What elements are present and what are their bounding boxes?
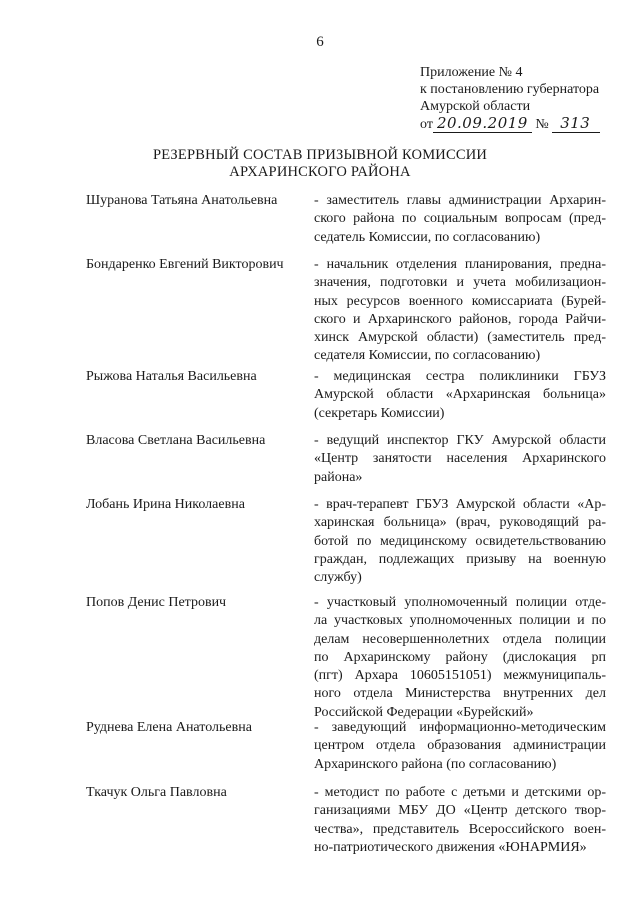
number-prefix: № <box>535 117 549 132</box>
member-role <box>314 192 606 247</box>
role-line: - методист по работе с детьми и детскими ор- <box>314 785 606 800</box>
role-line: ского района по социальным вопросам (пред- <box>314 211 606 227</box>
role-line: Российской Федерации «Бурейский» <box>314 704 534 720</box>
page-number: 6 <box>316 34 324 50</box>
role-line: чества», представитель Всероссийского воен- <box>314 821 606 837</box>
role-line: ботой по медицинскому освидетельствованию <box>314 533 606 549</box>
role-line: ла участковых уполномоченных полиции и по <box>314 613 606 629</box>
annex-date-number <box>420 115 630 133</box>
member-name: Ткачук Ольга Павловна <box>86 785 227 800</box>
member-name: Рыжова Наталья Васильевна <box>86 369 257 384</box>
member-role <box>314 256 606 366</box>
role-line: значения, подготовки и учета мобилизацион- <box>314 275 606 291</box>
member-role <box>314 719 606 774</box>
member-name: Руднева Елена Анатольевна <box>86 720 252 735</box>
role-line: - медицинская сестра поликлиники ГБУЗ <box>314 369 606 384</box>
role-line: Амурской области «Архаринская больница» <box>314 387 606 403</box>
document-title <box>0 147 640 181</box>
role-line: хинск Амурской области) (заместитель пред- <box>314 330 606 346</box>
role-line: делам несовершеннолетних отдела полиции <box>314 631 606 647</box>
annex-reference: к постановлению губернатора <box>420 82 600 97</box>
title-line-1: РЕЗЕРВНЫЙ СОСТАВ ПРИЗЫВНОЙ КОМИССИИ <box>152 147 488 163</box>
date-prefix: от <box>420 117 433 132</box>
member-role <box>314 432 606 487</box>
role-line: (секретарь Комиссии) <box>314 405 445 421</box>
role-line: Архаринского района (по согласованию) <box>314 756 557 772</box>
member-name: Шуранова Татьяна Анатольевна <box>86 193 278 208</box>
annex-region: Амурской области <box>420 99 531 114</box>
member-role <box>314 594 606 722</box>
handwritten-date: 20.09.2019 <box>433 114 532 133</box>
member-role <box>314 784 606 857</box>
role-line: центром отдела образования администрации <box>314 738 606 754</box>
role-line: по Архаринскому району (дислокация рп <box>314 649 606 665</box>
title-line-2: АРХАРИНСКОГО РАЙОНА <box>229 164 411 180</box>
handwritten-number: 313 <box>552 114 600 133</box>
role-line: седатель Комиссии, по согласованию) <box>314 229 541 245</box>
annex-header <box>420 64 630 133</box>
annex-title: Приложение № 4 <box>420 65 523 80</box>
member-name: Лобань Ирина Николаевна <box>86 497 245 512</box>
role-line: граждан, подлежащих призыву на военную <box>314 551 606 567</box>
role-line: седателя Комиссии, по согласованию) <box>314 348 541 364</box>
role-line: (пгт) Архара 10605151051) межмуниципаль- <box>314 668 606 684</box>
member-name: Бондаренко Евгений Викторович <box>86 257 284 272</box>
member-name: Попов Денис Петрович <box>86 595 227 610</box>
member-role <box>314 368 606 423</box>
role-line: - врач-терапевт ГБУЗ Амурской области «Ар- <box>314 497 606 512</box>
role-line: ного отдела Министерства внутренних дел <box>314 686 606 702</box>
role-line: района» <box>314 469 363 485</box>
role-line: но-патриотического движения «ЮНАРМИЯ» <box>314 839 587 855</box>
role-line: ского и Архаринского районов, города Райчи- <box>314 311 606 327</box>
role-line: службу) <box>314 570 362 586</box>
member-name: Власова Светлана Васильевна <box>86 433 266 448</box>
role-line: - заведующий информационно-методическим <box>314 720 606 735</box>
member-role <box>314 496 606 587</box>
role-line: ных ресурсов военного комиссариата (Бурей- <box>314 293 606 309</box>
role-line: - участковый уполномоченный полиции отде- <box>314 595 606 610</box>
role-line: - заместитель главы администрации Архарин- <box>314 193 606 208</box>
role-line: «Центр занятости населения Архаринского <box>314 451 606 467</box>
role-line: харинская больница» (врач, руководящий ра- <box>314 515 606 531</box>
role-line: - ведущий инспектор ГКУ Амурской области <box>314 433 606 448</box>
role-line: ганизациями МБУ ДО «Центр детского твор- <box>314 803 606 819</box>
role-line: - начальник отделения планирования, предна- <box>314 257 606 272</box>
